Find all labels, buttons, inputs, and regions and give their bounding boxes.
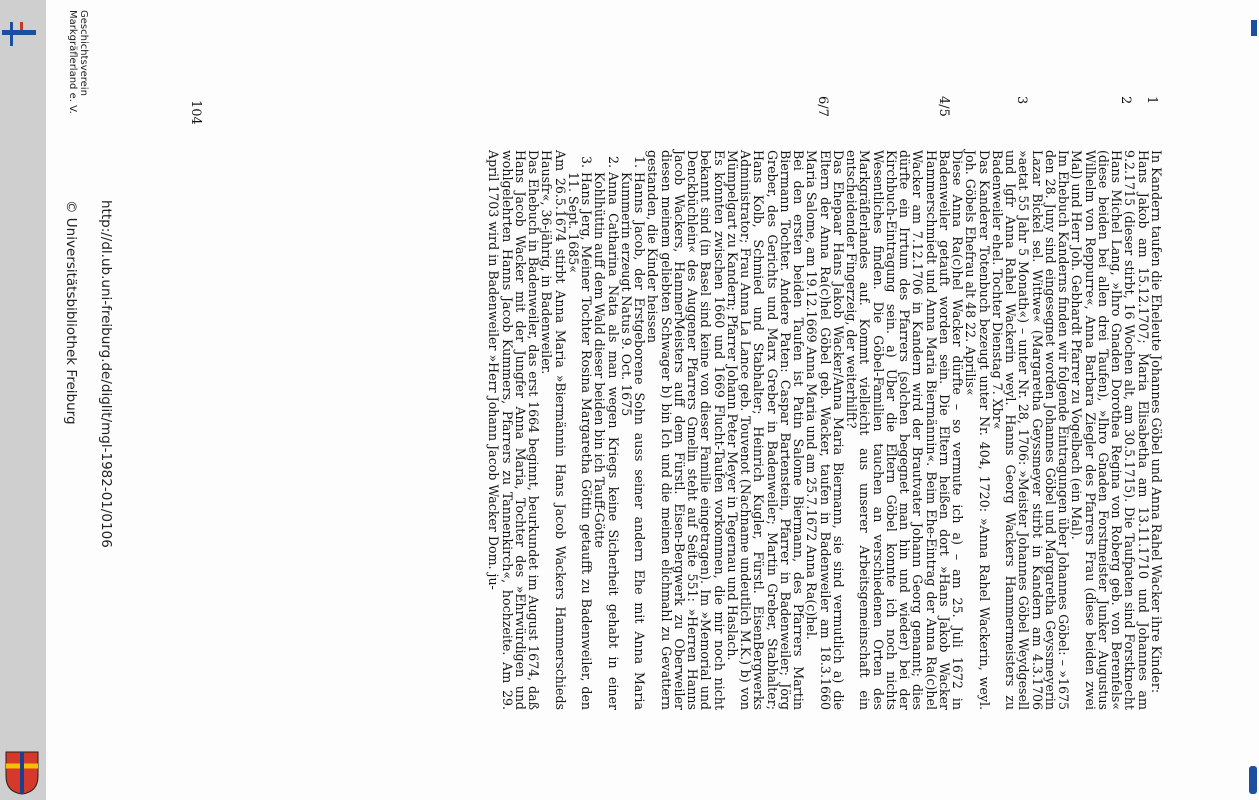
footer-copyright: © Universitätsbibliothek Freiburg (63, 200, 79, 425)
footer-org-line: Markgräflerland e. V. (67, 10, 78, 114)
list-item: 1. Hanns Jacob, der Erstgeborene Sohn auss seiner andern Ehe mit Anna Maria Kummerin erzeugt Natus 9. Oct. 1675 (620, 172, 647, 710)
footer-org-line: Geschichtsverein (78, 10, 89, 96)
rotated-page-content (46, 0, 1259, 800)
paragraph-godparents: Bei den ersten beiden Taufen ist Patin Salome Biermann, des Pfarrers Martin Biermann Tochter. Andere Paten: Caspar Bartenstein, Pfarrer in Badenweiler; Jörg Greber, des Gerichts und Marx Greber in Badenweiler; Martin Greber, Stabhalter; Hans Kolb, Schmied und Stabhalter; Heinrich Kugler, Fürstl. EisenBergwerks Administrator; Frau Anna La Lance geb. Touvenot (Nachname undeutlich M.K.) b) von Mümpelgart zu Kandern; Pfarrer Johann Peter Meyer in Tegernau und Haslach. (725, 150, 807, 710)
viewer-left-strip (0, 0, 47, 800)
viewer-toolbar-icon[interactable] (2, 18, 36, 48)
paragraph-marriage: Das Ehebuch in Badenweiler, das erst 1664 beginnt, beurkundet im August 1674, daß Hans Jacob Wacker mit der Jungfer Anna Maria, Tochter des »Ehrwürdigen und wohlgelehrten Hanns Jacob Kummers, Pfarrers zu Tannenkirch«, hochzeite. Am 29. April 1703 wird in Badenweiler »Herr Johann Jacob Wacker Dom. ju- (486, 150, 542, 710)
footer-url-link[interactable]: http://dl.ub.uni-freiburg.de/diglit/mgl-1982-01/0106 (98, 200, 114, 548)
paragraph-death: Am 26.5.1674 stirbt Anna Maria »Biermännin Hans Jacob Wackers Hammerschieds Hausfr«, 36-jährig, in Badenweiler. (539, 150, 568, 710)
children-list (567, 150, 647, 710)
scanned-page (46, 0, 1259, 800)
paragraph-note-2: Im Ehebuch Kanderns finden wir folgende Eintragungen über Johannes Göbel: – »1675 den 28. Juny sind eingesegnet worden Johannes Göbel und Margaretha Geyssmeyerin Lazar Bickel sel. Wittwe« (Margaretha Geyssmeyer stirbt in Kandern am 4.3.1706 »aetat 55 Jahr 5 Monath«) – unter Nr. 28, 1706: »Meister Johannes Göbel Weydgesell und Igfr Anna Rahel Wackerin weyl. Hanns Georg Wackers Hammermeisters zu Badenweiler ehel. Tochter Dienstag 7. Xbr« (990, 150, 1072, 710)
coat-of-arms-icon (2, 748, 42, 796)
margin-number: 1 (1144, 96, 1159, 105)
margin-number: 2 (1118, 96, 1133, 105)
footer-org (67, 10, 89, 114)
list-item: 2. Anna Catharina Nata als man wegen Kriegs keine Sicherheit gehabt in einer Kohlhüttin auff dem Wald dieser beiden bin ich Tauff-Götte (593, 172, 620, 710)
list-item: 3. Hans Jerg, Meiner Tochter Rosina Margaretha Göttin getaufft zu Badenweiler, den 11. Sept. 1685« (567, 172, 594, 710)
margin-number: 6/7 (815, 96, 830, 117)
paragraph-intro: In Kandern taufen die Eheleute Johannes Göbel und Anna Rahel Wacker ihre Kinder: (1149, 150, 1164, 694)
margin-number: 3 (1014, 96, 1029, 105)
paragraph-flight-baptisms: Es könnten zwischen 1660 und 1669 Flucht-Taufen vorkommen, die mir noch nicht bekannt sind (in Basel sind keine von dieser Familie eingetragen). Im »Memorial und Denckbüchlein« des Auggener Pfarrers Gmelin steht auf Seite 551: »Herren Hanns Jacob Wackers, HammerMeisters auff dem Fürstl. Eisen-Bergwerk zu Oberweiler diesen meinem geliebten Schwager b) bin Ich und die meinen elichmahl zu Gevattern gestanden, die Kinder heissen (645, 150, 727, 710)
paragraph-note-4-5: Diese Anna Ra(c)hel Wacker dürfte – so vermute ich a) – am 25. Juli 1672 in Badenweiler getauft worden sein. Die Eltern heißen dort »Hans Jakob Wacker Hammerschmiedt und Anna Maria Biermännin«. Beim Ehe-Eintrag der Anna Ra(c)hel Wacker am 7.12.1706 in Kandern wird der Brautvater Johann Georg genannt; dies dürfte ein Irrtum des Pfarrers (solchen begegnet man hin und wieder) bei der Kirchbuch-Eintragung sein. a) Über die Eltern Göbel konnte ich noch nichts Wesentliches finden. Die Göbel-Familien tauchen an verschiedenen Orten des Markgräflerlandes auf. Kommt vielleicht aus unserer Arbeitsgemeinschaft ein entscheidender Fingerzeig, der weiterhilft? (844, 150, 966, 710)
paragraph-note-3: Das Kanderer Totenbuch bezeugt unter Nr. 404, 1720: »Anna Rahel Wackerin, weyl. Joh. Göbels Ehefrau alt 48 22. Aprilis« (963, 150, 992, 710)
paragraph-note-1: Hans Jakob am 15.12.1707; Maria Elisabetha am 13.11.1710 und Johannes am 9.2.1715 (dieser stirbt, 16 Wochen alt, am 30.5.1715). Die Taufpaten sind Forstknecht Hans Michel Lang, »Ihro Gnaden Dorothea Regina von Roberg geb. von Berenfels« (diese beiden bei allen drei Taufen), »Ihro Gnaden Forstmeister Junker Augustus Wilhelm von Reppurre«, Anna Barbara Ziegler des Pfarrers Frau (diese beiden zwei Mal) und Herr Joh. Gebhardt Pfarrer zu Vogelbach (ein Mal). (1069, 150, 1151, 710)
paragraph-note-6-7: Das Ehepaar Hans Jakob Wacker/Anna Maria Biermann, sie sind vermutlich a) die Eltern der Anna Ra(c)hel Göbel geb. Wacker, taufen in Badenweiler am 18.3.1660 Maria Salome, am 19.12.1669 Anna Maria und am 25.7.1672 Anna Ra(c)hel. (804, 150, 846, 710)
margin-number: 4/5 (936, 96, 951, 117)
page-number: 104 (188, 100, 203, 125)
document-body (487, 150, 1163, 710)
